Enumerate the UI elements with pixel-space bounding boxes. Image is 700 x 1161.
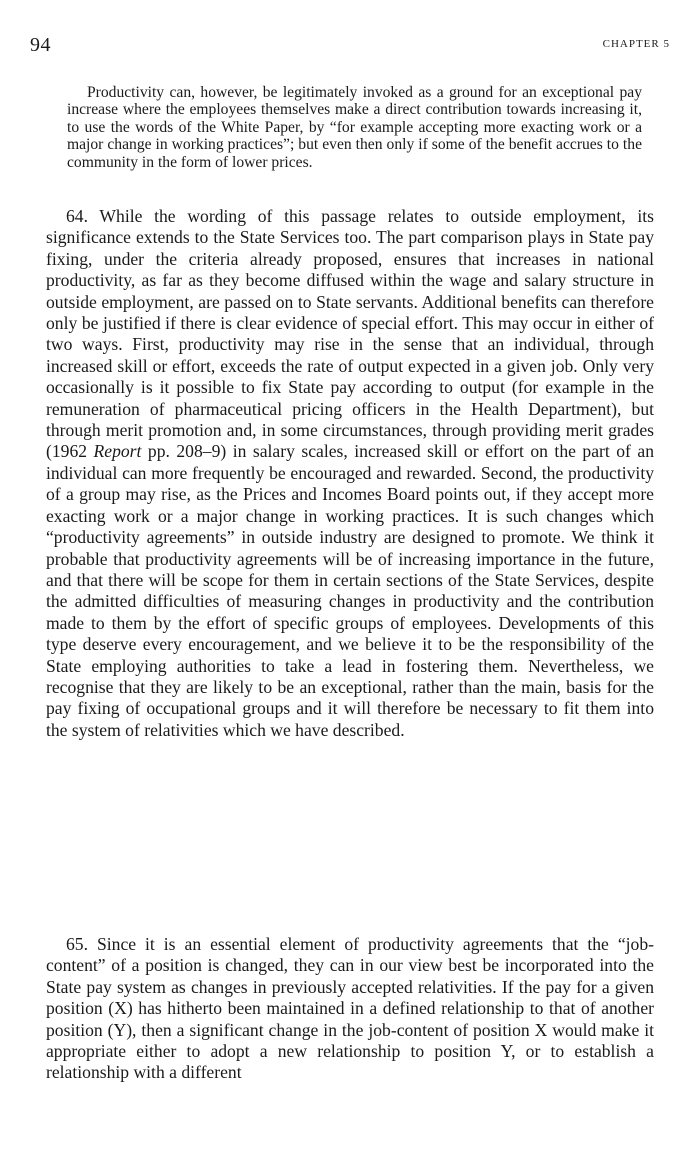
paragraph-number: 64. xyxy=(66,206,88,226)
paragraph-text-part: Since it is an essential element of productivity agreements that the “job-content” of a position is changed, they can in our view best be incorporated into the State pay system as changes in previously accepted relativities. If the pay for a given position (X) has hitherto been maintained in a defined relationship to that of another position (Y), then a significant change in the job-content of position X would make it appropriate either to adopt a new relationship to position Y, or to establish a relationship with a different xyxy=(46,934,654,1083)
paragraph-65-text xyxy=(46,934,654,1084)
running-head: CHAPTER 5 xyxy=(602,38,670,50)
italic-report-title: Report xyxy=(93,441,142,462)
quote-text: Productivity can, however, be legitimately invoked as a ground for an exceptional pay increase where the employees themselves make a direct contribution towards increasing it, to use the words of the White Paper, by “for example accepting more exacting work or a major change in working practices”; but even then only if some of the benefit accrues to the community in the form of lower prices. xyxy=(67,84,642,171)
paragraph-65 xyxy=(46,934,654,1084)
block-quote xyxy=(67,84,642,171)
paragraph-text-part: pp. 208–9) in salary scales, increased skill or effort on the part of an individual can more frequently be encouraged and rewarded. Second, the productivity of a group may rise, as the Prices and Incomes Board points out, if they accept more exacting work or a major change in working practices. It is such changes which “productivity agreements” in outside industry are designed to promote. We think it probable that productivity agreements will be of increasing importance in the future, and that there will be scope for them in certain sections of the State Services, despite the admitted difficulties of measuring changes in productivity and the contribution made to them by the effort of specific groups of employees. Developments of this type deserve every encouragement, and we believe it to be the responsibility of the State employing authorities to take a lead in fostering them. Nevertheless, we recognise that they are likely to be an exceptional, rather than the main, basis for the pay fixing of occupational groups and it will therefore be necessary to fit them into the system of relativities which we have described. xyxy=(46,441,654,740)
page-number: 94 xyxy=(30,34,51,56)
paragraph-number: 65. xyxy=(66,934,88,954)
page-header xyxy=(30,34,670,58)
paragraph-text-part: While the wording of this passage relates to outside employment, its significance extends to the State Services too. The part comparison plays in State pay fixing, under the criteria already proposed, ensures that increases in national productivity, as far as they become diffused within the wage and salary structure in outside employment, are passed on to State servants. Additional benefits can therefore only be justified if there is clear evidence of special effort. This may occur in either of two ways. First, productivity may rise in the sense that an individual, through increased skill or effort, exceeds the rate of output expected in a given job. Only very occasionally is it possible to fix State pay according to output (for example in the remuneration of pharmaceutical pricing officers in the Health Department), but through merit promotion and, in some circumstances, through providing merit grades (1962 xyxy=(46,206,654,462)
paragraph-64-text xyxy=(46,206,654,741)
paragraph-64 xyxy=(46,206,654,741)
